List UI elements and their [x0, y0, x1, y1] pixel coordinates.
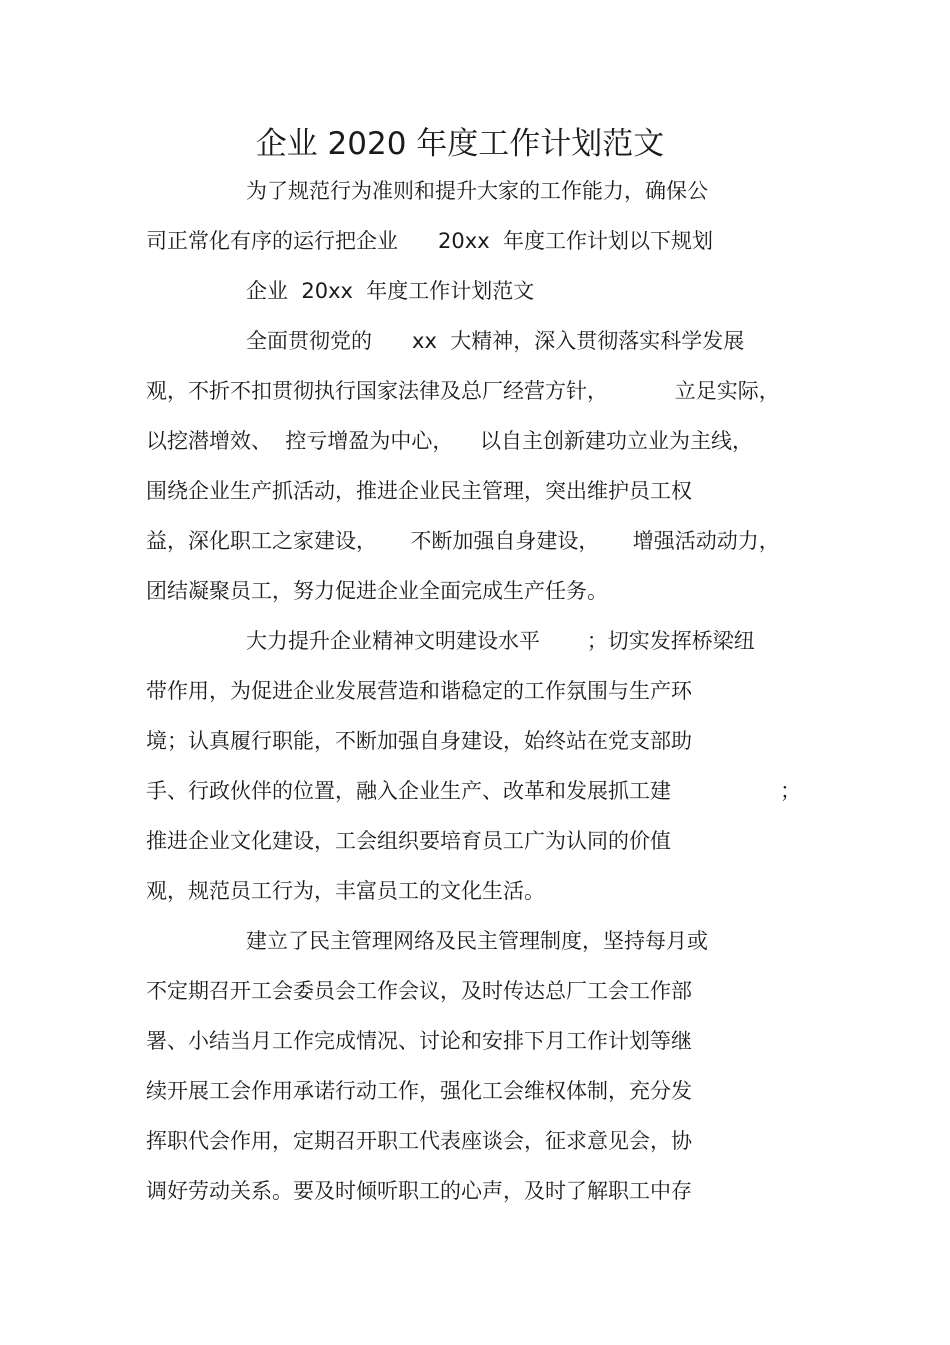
paragraph-line: 围绕企业生产抓活动，推进企业民主管理，突出维护员工权	[146, 479, 692, 503]
paragraph-line: 不定期召开工会委员会工作会议，及时传达总厂工会工作部	[146, 979, 692, 1003]
paragraph-line: 建立了民主管理网络及民主管理制度，坚持每月或	[246, 929, 708, 953]
paragraph-line: 带作用，为促进企业发展营造和谐稳定的工作氛围与生产环	[146, 679, 692, 703]
paragraph-line: 观，不折不扣贯彻执行国家法律及总厂经营方针， 立足实际，	[146, 379, 780, 403]
paragraph-line: 推进企业文化建设，工会组织要培育员工广为认同的价值	[146, 829, 671, 853]
paragraph-line: 观，规范员工行为，丰富员工的文化生活。	[146, 879, 545, 903]
paragraph-line: 署、小结当月工作完成情况、讨论和安排下月工作计划等继	[146, 1029, 692, 1053]
paragraph-line: 境；认真履行职能，不断加强自身建设，始终站在党支部助	[146, 729, 692, 753]
paragraph-line: 为了规范行为准则和提升大家的工作能力，确保公	[246, 179, 708, 203]
paragraph-line: 大力提升企业精神文明建设水平 ；切实发挥桥梁纽	[246, 629, 755, 653]
paragraph-line: 企业 20xx 年度工作计划范文	[246, 279, 535, 303]
paragraph-line: 续开展工会作用承诺行动工作，强化工会维权体制，充分发	[146, 1079, 692, 1103]
paragraph-line: 挥职代会作用，定期召开职工代表座谈会，征求意见会，协	[146, 1129, 692, 1153]
paragraph-line: 全面贯彻党的 xx 大精神，深入贯彻落实科学发展	[246, 329, 745, 353]
document-title: 企业 2020 年度工作计划范文	[255, 126, 665, 162]
paragraph-line: 益，深化职工之家建设， 不断加强自身建设， 增强活动动力，	[146, 529, 780, 553]
paragraph-line: 以挖潜增效、 控亏增盈为中心， 以自主创新建功立业为主线，	[146, 429, 754, 453]
paragraph-line: 团结凝聚员工，努力促进企业全面完成生产任务。	[146, 579, 608, 603]
paragraph-line: ；	[780, 779, 801, 803]
paragraph-line: 调好劳动关系。要及时倾听职工的心声，及时了解职工中存	[146, 1179, 692, 1203]
paragraph-line: 司正常化有序的运行把企业 20xx 年度工作计划以下规划	[146, 229, 713, 253]
paragraph-line: 手、行政伙伴的位置，融入企业生产、改革和发展抓工建	[146, 779, 671, 803]
